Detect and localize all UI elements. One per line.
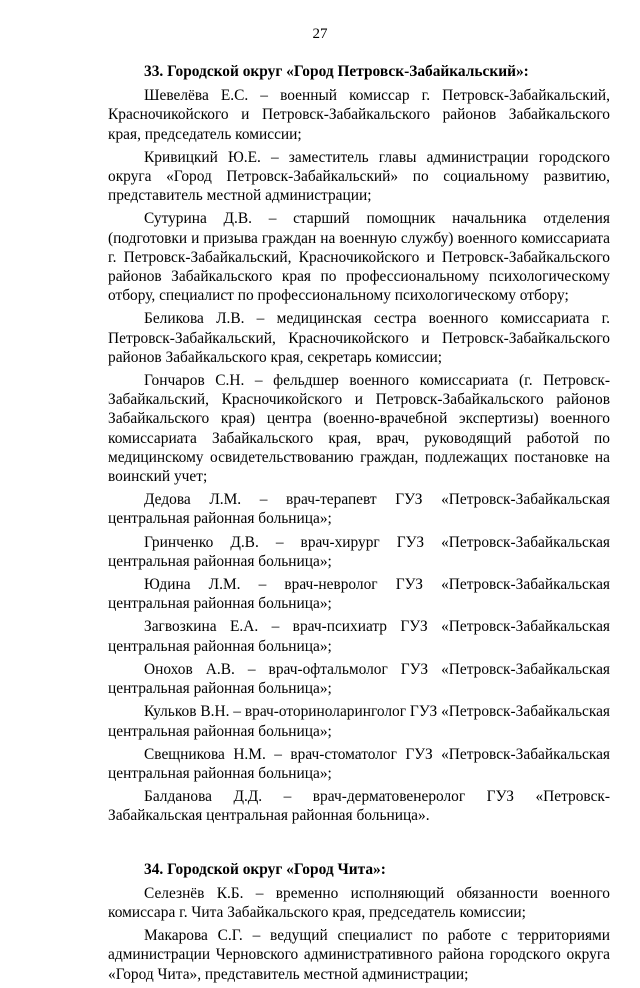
section-heading: 33. Городской округ «Город Петровск-Забайкальский»: bbox=[144, 63, 529, 80]
member-entry: Юдина Л.М. – врач-невролог ГУЗ «Петровск-Забайкальская центральная районная больница»; bbox=[108, 576, 610, 613]
member-entry: Сутурина Д.В. – старший помощник начальника отделения (подготовки и призыва граждан на военную службу) военного комиссариата г. Петровск-Забайкальский, Красночикойского и Петровск-Забайкальского районов Забайкальского края по профессиональному психологическому отбору, специалист по профессиональному психологическому отбору; bbox=[108, 210, 610, 305]
member-entry: Кульков В.Н. – врач-оториноларинголог ГУЗ «Петровск-Забайкальская центральная районная больница»; bbox=[108, 703, 610, 740]
member-entry: Гринченко Д.В. – врач-хирург ГУЗ «Петровск-Забайкальская центральная районная больница»; bbox=[108, 533, 610, 570]
section-heading: 34. Городской округ «Город Чита»: bbox=[144, 860, 386, 878]
document-body bbox=[108, 62, 610, 988]
member-entry: Макарова С.Г. – ведущий специалист по работе с территориями администрации Черновского административного района городского округа «Город Чита», представитель местной администрации; bbox=[108, 927, 610, 983]
member-entry: Кривицкий Ю.Е. – заместитель главы администрации городского округа «Город Петровск-Забайкальский» по социальному развитию, представитель местной администрации; bbox=[108, 148, 610, 205]
section-34 bbox=[108, 860, 610, 984]
member-entry: Онохов А.В. – врач-офтальмолог ГУЗ «Петровск-Забайкальская центральная районная больница»; bbox=[108, 660, 610, 698]
member-entry: Дедова Л.М. – врач-терапевт ГУЗ «Петровск-Забайкальская центральная районная больница»; bbox=[108, 491, 610, 528]
member-entry: Гончаров С.Н. – фельдшер военного комиссариата (г. Петровск-Забайкальский, Красночикойского и Петровск-Забайкальского районов Забайкальского края) центра (военно-врачебной экспертизы) военного комиссариата Забайкальского края, врач, руководящий работой по медицинскому освидетельствованию граждан, подлежащих постановке на воинский учет; bbox=[108, 372, 610, 486]
member-entry: Селезнёв К.Б. – временно исполняющий обязанности военного комиссара г. Чита Забайкальского края, председатель комиссии; bbox=[108, 884, 610, 921]
page-number: 27 bbox=[312, 26, 328, 42]
member-entry: Балданова Д.Д. – врач-дерматовенеролог ГУЗ «Петровск-Забайкальская центральная районная больница». bbox=[108, 788, 610, 825]
member-entry: Беликова Л.В. – медицинская сестра военного комиссариата г. Петровск-Забайкальский, Красночикойского и Петровск-Забайкальского районов Забайкальского края, секретарь комиссии; bbox=[108, 310, 610, 366]
section-33 bbox=[108, 62, 610, 826]
member-entry: Свещникова Н.М. – врач-стоматолог ГУЗ «Петровск-Забайкальская центральная районная больница»; bbox=[108, 745, 610, 782]
member-entry: Шевелёва Е.С. – военный комиссар г. Петровск-Забайкальский, Красночикойского и Петровск-Забайкальского районов Забайкальского края, председатель комиссии; bbox=[108, 87, 610, 143]
member-entry: Загвозкина Е.А. – врач-психиатр ГУЗ «Петровск-Забайкальская центральная районная больница»; bbox=[108, 618, 610, 655]
